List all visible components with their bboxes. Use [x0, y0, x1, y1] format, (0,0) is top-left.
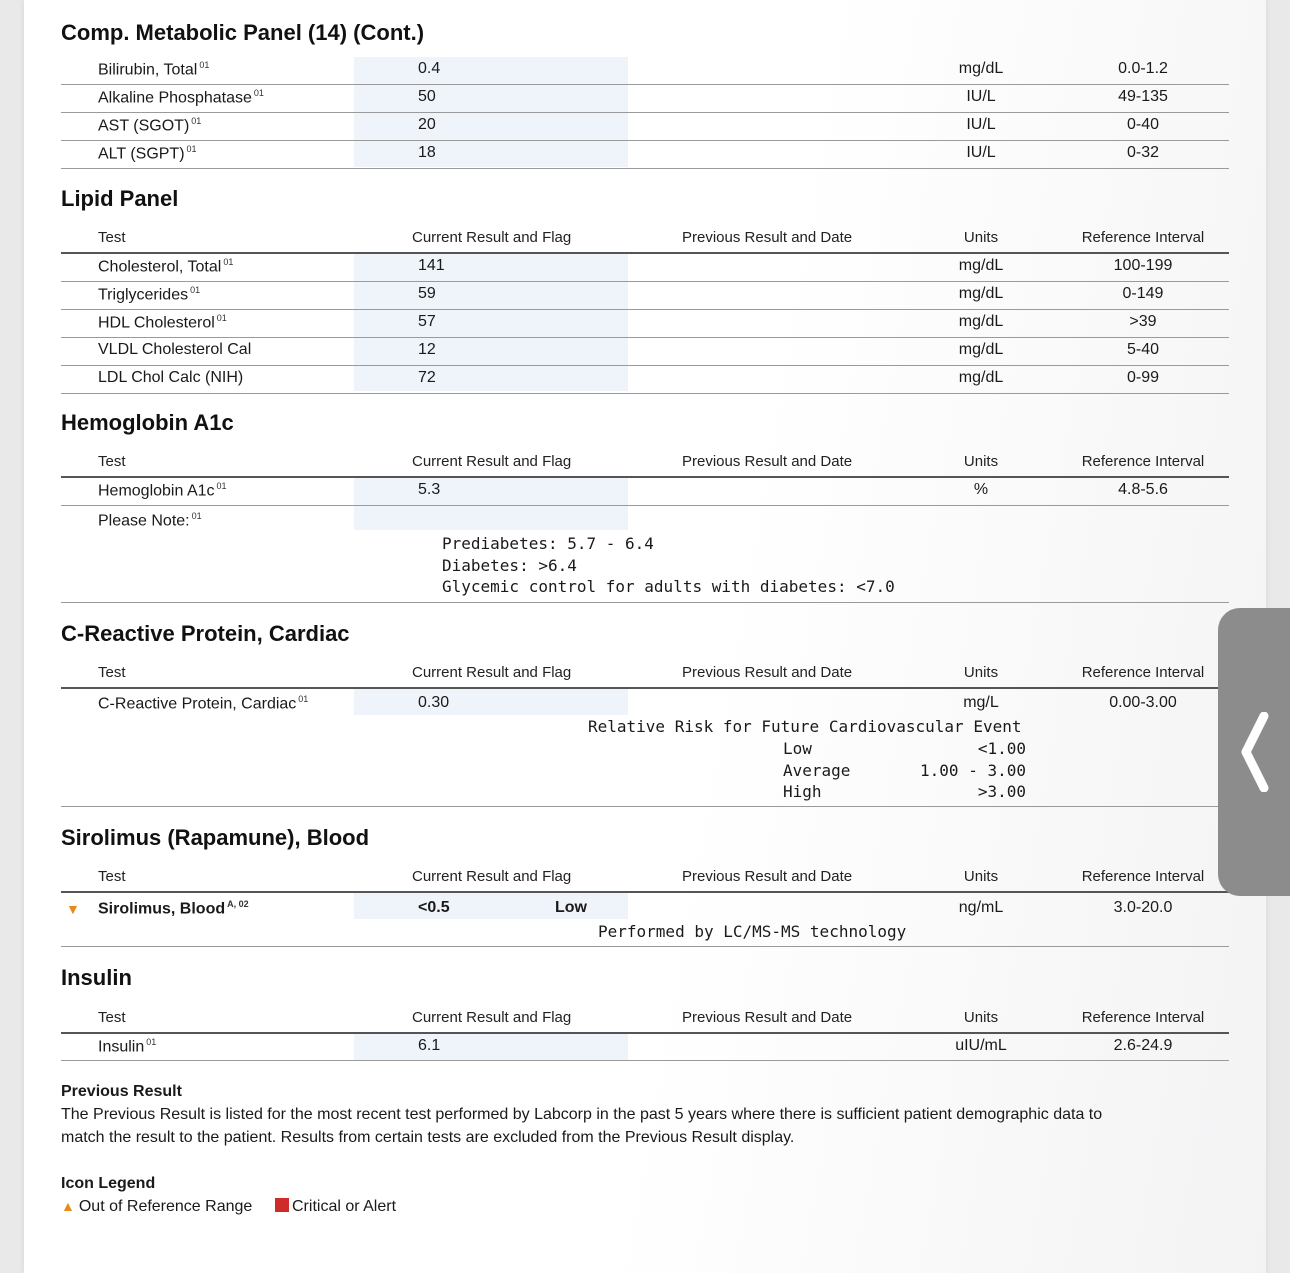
test-name-text: Insulin [98, 1038, 145, 1056]
result-value: 5.3 [418, 481, 441, 498]
units-value: IU/L [966, 88, 996, 105]
section-title-sirolimus: Sirolimus (Rapamune), Blood [61, 825, 370, 850]
a1c-note-line: Glycemic control for adults with diabetes: <7.0 [442, 577, 895, 596]
test-name [98, 313, 227, 332]
previous-result-text: match the result to the patient. Results from certain tests are excluded from the Previous Result display. [61, 1129, 795, 1146]
reference-interval-value: 49-135 [1118, 88, 1168, 105]
column-header-test: Test [98, 229, 126, 246]
column-header-previous-result: Previous Result and Date [682, 453, 853, 470]
column-header-test: Test [98, 664, 126, 681]
row-divider [61, 1060, 1229, 1061]
chevron-left-icon [1238, 712, 1272, 792]
units-value: mg/dL [958, 285, 1004, 302]
units-value: uIU/mL [955, 1037, 1007, 1054]
a1c-note-line: Diabetes: >6.4 [442, 555, 577, 575]
row-divider [61, 337, 1229, 338]
column-header-current-result: Current Result and Flag [412, 453, 572, 470]
result-value: 141 [418, 257, 445, 274]
legend-item-out-of-range: ▲ Out of Reference Range [61, 1198, 253, 1215]
test-name [98, 341, 251, 359]
footnote-marker: 01 [216, 481, 227, 491]
result-value: 20 [418, 116, 436, 133]
reference-interval-value: 0-149 [1122, 285, 1164, 302]
result-highlight [354, 689, 628, 715]
test-name-text: VLDL Cholesterol Cal [98, 341, 252, 358]
a1c-note-line: Prediabetes: 5.7 - 6.4 [442, 534, 654, 553]
section-title-insulin: Insulin [61, 965, 132, 990]
column-header-units: Units [963, 664, 999, 681]
column-header-current-result: Current Result and Flag [412, 1009, 572, 1026]
footnote-marker: 01 [190, 285, 201, 295]
row-divider [61, 806, 1229, 807]
column-header-test: Test [98, 868, 126, 885]
test-name-text: Sirolimus, Blood [98, 900, 226, 918]
units-value: mg/dL [958, 341, 1004, 358]
result-value: 6.1 [418, 1037, 441, 1054]
test-name-text: Bilirubin, Total [98, 61, 198, 79]
reference-interval-value: 2.6-24.9 [1113, 1037, 1173, 1054]
row-divider [61, 602, 1229, 603]
footnote-marker: A, 02 [227, 899, 249, 909]
icon-legend-title: Icon Legend [61, 1175, 156, 1192]
footnote-marker: 01 [253, 88, 264, 98]
test-name-text: LDL Chol Calc (NIH) [98, 369, 244, 386]
test-name [98, 694, 308, 713]
please-note-label: Please Note: $^{01}$ [98, 511, 202, 530]
out-of-range-icon: ▼ [66, 901, 80, 917]
row-divider [61, 168, 1229, 169]
row-divider [61, 946, 1229, 947]
result-highlight [354, 1034, 628, 1060]
footnote-marker: 01 [146, 1037, 157, 1047]
legend-item-critical: Critical or Alert [275, 1198, 396, 1216]
test-name [98, 369, 243, 387]
collapse-panel-tab[interactable] [1218, 608, 1290, 896]
header-divider [61, 687, 1229, 689]
test-name [98, 116, 201, 135]
reference-interval-value: 5-40 [1126, 341, 1160, 358]
test-name [98, 285, 200, 304]
footnote-marker: 01 [191, 511, 202, 521]
units-value: mg/dL [958, 257, 1004, 274]
units-value: IU/L [966, 116, 996, 133]
column-header-current-result: Current Result and Flag [412, 868, 572, 885]
column-header-units: Units [963, 1009, 999, 1026]
test-name [98, 144, 197, 163]
column-header-units: Units [963, 453, 999, 470]
reference-interval-value: 0.00-3.00 [1109, 694, 1177, 711]
result-value: 0.30 [418, 694, 450, 711]
result-highlight [354, 254, 628, 391]
test-name-text: Alkaline Phosphatase [98, 89, 252, 107]
test-name [98, 88, 264, 107]
column-header-test: Test [98, 1009, 126, 1026]
units-value: mg/dL [958, 369, 1004, 386]
risk-label: High [783, 782, 822, 801]
test-name [98, 60, 209, 79]
row-divider [61, 140, 1229, 141]
column-header-units: Units [963, 229, 999, 246]
section-title-crp: C-Reactive Protein, Cardiac [61, 621, 350, 646]
units-value: mg/dL [958, 60, 1004, 77]
row-divider [61, 365, 1229, 366]
reference-interval-value: 0.0-1.2 [1118, 60, 1168, 77]
column-header-previous-result: Previous Result and Date [682, 664, 853, 681]
result-flag: Low [555, 899, 587, 916]
section-title-lipid: Lipid Panel [61, 186, 179, 211]
critical-square-icon [275, 1198, 289, 1212]
footnote-marker: 01 [186, 144, 197, 154]
risk-label: Average [783, 760, 851, 780]
test-name-text: Triglycerides [98, 286, 189, 304]
test-name [98, 481, 227, 500]
row-divider [61, 505, 1229, 506]
result-value: 57 [418, 313, 436, 330]
row-divider [61, 309, 1229, 310]
header-divider [61, 1032, 1229, 1034]
risk-value: <1.00 [977, 739, 1026, 758]
row-divider [61, 84, 1229, 85]
reference-interval-value: 3.0-20.0 [1113, 899, 1173, 916]
risk-value: >3.00 [977, 782, 1026, 801]
result-value: 50 [418, 88, 436, 105]
reference-interval-value: 0-40 [1126, 116, 1160, 133]
result-value: <0.5 [418, 899, 450, 916]
column-header-reference-interval: Reference Interval [1081, 453, 1205, 470]
column-header-units: Units [963, 868, 999, 885]
triangle-up-icon: ▲ [61, 1198, 75, 1214]
result-highlight [354, 478, 628, 530]
footnote-marker: 01 [298, 694, 309, 704]
result-value: 59 [418, 285, 436, 302]
units-value: mg/L [963, 694, 999, 711]
test-name-text: Hemoglobin A1c [98, 482, 215, 500]
reference-interval-value: 4.8-5.6 [1118, 481, 1168, 498]
units-value: IU/L [966, 144, 996, 161]
column-header-reference-interval: Reference Interval [1081, 229, 1205, 246]
units-value: ng/mL [958, 899, 1004, 916]
column-header-current-result: Current Result and Flag [412, 664, 572, 681]
row-divider [61, 393, 1229, 394]
risk-label: Low [783, 739, 812, 758]
column-header-previous-result: Previous Result and Date [682, 868, 853, 885]
column-header-reference-interval: Reference Interval [1081, 1009, 1205, 1026]
test-name-text: Cholesterol, Total [98, 258, 222, 276]
result-value: 12 [418, 341, 436, 358]
reference-interval-value: 0-32 [1126, 144, 1160, 161]
footnote-marker: 01 [223, 257, 234, 267]
column-header-previous-result: Previous Result and Date [682, 229, 853, 246]
risk-value: 1.00 - 3.00 [920, 760, 1026, 780]
units-value: mg/dL [958, 313, 1004, 330]
result-value: 18 [418, 144, 436, 161]
section-title-cmp: Comp. Metabolic Panel (14) (Cont.) [61, 20, 425, 45]
column-header-reference-interval: Reference Interval [1081, 868, 1205, 885]
test-name-text: AST (SGOT) [98, 117, 190, 135]
test-name-text: ALT (SGPT) [98, 145, 185, 163]
column-header-test: Test [98, 453, 126, 470]
column-header-previous-result: Previous Result and Date [682, 1009, 853, 1026]
test-name [98, 899, 249, 918]
previous-result-text: The Previous Result is listed for the most recent test performed by Labcorp in the past 5 years where there is sufficient patient demographic data to [61, 1106, 1103, 1123]
risk-title: Relative Risk for Future Cardiovascular Event [588, 717, 1022, 736]
result-value: 72 [418, 369, 436, 386]
result-value: 0.4 [418, 60, 441, 77]
footnote-marker: 01 [191, 116, 202, 126]
header-divider [61, 891, 1229, 893]
reference-interval-value: >39 [1129, 313, 1157, 330]
row-divider [61, 112, 1229, 113]
previous-result-title: Previous Result [61, 1083, 182, 1100]
test-name-text: HDL Cholesterol [98, 314, 215, 332]
test-name [98, 1037, 156, 1056]
footnote-marker: 01 [216, 313, 227, 323]
sirolimus-note: Performed by LC/MS-MS technology [598, 922, 907, 941]
column-header-reference-interval: Reference Interval [1081, 664, 1205, 681]
row-divider [61, 281, 1229, 282]
header-divider [61, 252, 1229, 254]
section-title-a1c: Hemoglobin A1c [61, 410, 234, 435]
column-header-current-result: Current Result and Flag [412, 229, 572, 246]
reference-interval-value: 100-199 [1113, 257, 1173, 274]
test-name [98, 257, 233, 276]
reference-interval-value: 0-99 [1126, 369, 1160, 386]
units-value: % [973, 481, 989, 498]
test-name-text: C-Reactive Protein, Cardiac [98, 695, 297, 713]
header-divider [61, 476, 1229, 478]
footnote-marker: 01 [199, 60, 210, 70]
